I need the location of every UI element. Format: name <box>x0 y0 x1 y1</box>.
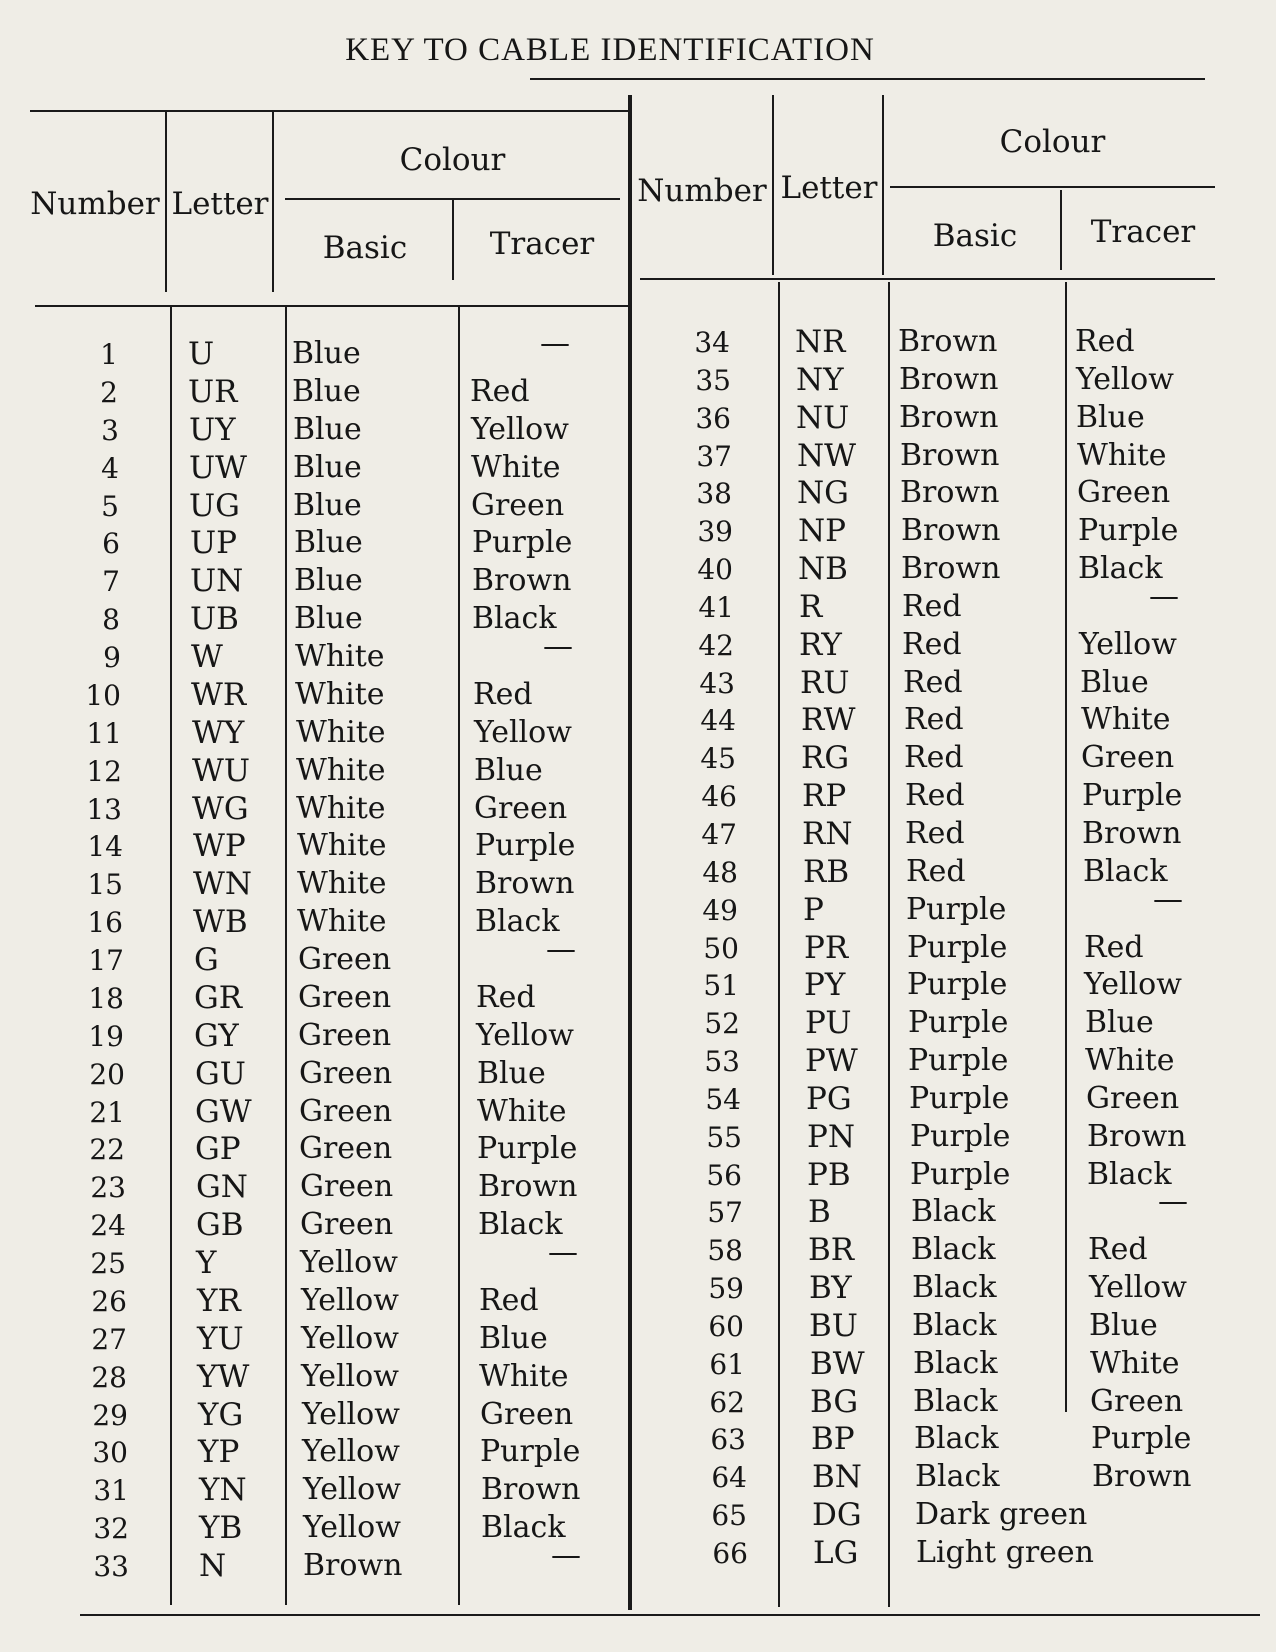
cable-letter: UR <box>188 374 238 410</box>
basic-colour: White <box>296 715 386 750</box>
cable-number: 16 <box>87 906 123 939</box>
rule-under-title <box>530 78 1205 80</box>
cable-letter: RW <box>801 702 856 738</box>
tracer-colour: Green <box>1086 1081 1180 1116</box>
cable-number: 4 <box>101 452 119 485</box>
cable-letter: NG <box>797 475 849 511</box>
cable-letter: YG <box>198 1397 244 1433</box>
basic-colour: Black <box>915 1459 1000 1494</box>
cable-letter: WY <box>192 715 245 751</box>
basic-colour: Black <box>913 1346 998 1381</box>
cable-number: 63 <box>710 1423 746 1456</box>
basic-colour: Yellow <box>301 1321 399 1356</box>
basic-colour: Yellow <box>302 1434 400 1469</box>
cable-letter: WU <box>192 753 250 789</box>
cable-letter: BP <box>811 1421 855 1457</box>
cable-letter: LG <box>813 1535 859 1571</box>
cable-number: 48 <box>702 856 738 889</box>
tracer-colour: Yellow <box>1089 1270 1187 1305</box>
cable-letter: BG <box>810 1384 859 1420</box>
divider-basic-tracer-right <box>1060 190 1062 270</box>
divider-letter-colour-right <box>882 95 884 275</box>
tracer-colour: Red <box>1084 930 1144 965</box>
cable-letter: YN <box>199 1472 247 1508</box>
tracer-colour: Brown <box>1082 816 1182 851</box>
tracer-colour: Yellow <box>471 412 569 447</box>
cable-number: 54 <box>705 1083 741 1116</box>
basic-colour: Yellow <box>300 1245 398 1280</box>
cable-number: 45 <box>700 742 736 775</box>
divider-number-letter-left <box>165 112 167 292</box>
tracer-colour: Red <box>1075 324 1135 359</box>
tracer-colour: Blue <box>1085 1005 1154 1040</box>
tracer-colour: Black <box>1083 854 1168 889</box>
cable-letter: PY <box>804 967 846 1003</box>
cable-letter: GN <box>196 1169 248 1205</box>
tracer-colour: — <box>540 326 570 361</box>
cable-number: 5 <box>101 490 119 523</box>
cable-number: 10 <box>85 679 121 712</box>
cable-letter: NU <box>796 400 850 436</box>
cable-letter: PB <box>807 1157 851 1193</box>
tracer-colour: Brown <box>478 1169 578 1204</box>
cable-number: 47 <box>701 818 737 851</box>
basic-colour: Red <box>905 778 965 813</box>
basic-colour: Green <box>300 1207 394 1242</box>
cable-letter: PW <box>805 1043 858 1079</box>
basic-colour: White <box>295 639 385 674</box>
tracer-colour: Blue <box>1089 1308 1158 1343</box>
cable-number: 44 <box>700 704 736 737</box>
basic-colour: Blue <box>293 488 362 523</box>
cable-number: 56 <box>706 1159 742 1192</box>
cable-number: 51 <box>703 969 739 1002</box>
cable-number: 39 <box>697 515 733 548</box>
basic-colour: Light green <box>916 1535 1095 1570</box>
cable-letter: PN <box>807 1119 855 1155</box>
cable-letter: UP <box>190 525 237 561</box>
tracer-colour: — <box>551 1538 581 1573</box>
cable-number: 21 <box>89 1096 125 1129</box>
cable-number: 12 <box>86 755 122 788</box>
basic-colour: Blue <box>294 563 363 598</box>
basic-colour: Purple <box>908 1005 1009 1040</box>
tracer-colour: Blue <box>474 753 543 788</box>
basic-colour: Black <box>912 1308 997 1343</box>
cable-letter: YU <box>197 1321 244 1357</box>
basic-colour: Black <box>913 1384 998 1419</box>
basic-colour: Black <box>914 1421 999 1456</box>
cable-letter: NP <box>798 513 846 549</box>
cable-number: 49 <box>702 894 738 927</box>
basic-colour: Purple <box>910 1157 1011 1192</box>
tracer-colour: Purple <box>480 1434 581 1469</box>
cable-number: 25 <box>90 1247 126 1280</box>
cable-number: 13 <box>86 793 122 826</box>
cable-number: 58 <box>707 1234 743 1267</box>
divider-number-letter-right-body <box>778 282 780 1607</box>
cable-number: 14 <box>87 830 123 863</box>
divider-number-letter-left-body <box>170 305 172 1605</box>
cable-letter: RN <box>802 816 853 852</box>
cable-number: 61 <box>709 1348 745 1381</box>
basic-colour: Brown <box>899 362 999 397</box>
cable-number: 66 <box>712 1537 748 1570</box>
basic-colour: Green <box>299 1056 393 1091</box>
tracer-colour: — <box>548 1235 578 1270</box>
cable-letter: PG <box>806 1081 852 1117</box>
tracer-colour: Brown <box>475 866 575 901</box>
cable-letter: DG <box>812 1497 862 1533</box>
header-letter-right: Letter <box>780 170 878 206</box>
cable-number: 41 <box>698 591 734 624</box>
tracer-colour: Black <box>472 601 557 636</box>
tracer-colour: Red <box>476 980 536 1015</box>
basic-colour: Blue <box>292 374 361 409</box>
cable-number: 7 <box>102 565 120 598</box>
cable-number: 29 <box>92 1399 128 1432</box>
cable-letter: UG <box>189 488 240 524</box>
cable-letter: UY <box>189 412 236 448</box>
divider-letter-colour-right-body <box>888 282 890 1607</box>
basic-colour: Brown <box>901 551 1001 586</box>
cable-letter: U <box>188 336 215 372</box>
cable-number: 57 <box>707 1196 743 1229</box>
basic-colour: Black <box>912 1270 997 1305</box>
basic-colour: White <box>295 677 385 712</box>
basic-colour: Blue <box>293 412 362 447</box>
cable-letter: UW <box>189 450 247 486</box>
cable-number: 9 <box>103 641 121 674</box>
tracer-colour: Green <box>1077 475 1171 510</box>
tracer-colour: Yellow <box>1084 967 1182 1002</box>
basic-colour: Red <box>904 740 964 775</box>
rule-header-bottom-left <box>35 305 630 307</box>
cable-letter: GY <box>194 1018 239 1054</box>
tracer-colour: Brown <box>1087 1119 1187 1154</box>
basic-colour: Purple <box>907 967 1008 1002</box>
tracer-colour: Purple <box>1082 778 1183 813</box>
cable-letter: BR <box>808 1232 855 1268</box>
cable-letter: NY <box>796 362 844 398</box>
cable-letter: YW <box>197 1359 250 1395</box>
cable-letter: GB <box>196 1207 244 1243</box>
tracer-colour: — <box>1153 882 1183 917</box>
cable-number: 11 <box>86 717 122 750</box>
cable-number: 53 <box>704 1045 740 1078</box>
basic-colour: White <box>297 866 387 901</box>
basic-colour: White <box>296 791 386 826</box>
cable-letter: YB <box>199 1510 243 1546</box>
cable-letter: NR <box>795 324 846 360</box>
cable-letter: NB <box>798 551 848 587</box>
cable-number: 46 <box>701 780 737 813</box>
page-title: KEY TO CABLE IDENTIFICATION <box>345 32 875 68</box>
tracer-colour: — <box>1158 1184 1188 1219</box>
basic-colour: Black <box>911 1194 996 1229</box>
cable-letter: W <box>191 639 223 675</box>
tracer-colour: Black <box>1078 551 1163 586</box>
basic-colour: White <box>296 753 386 788</box>
cable-number: 34 <box>694 326 730 359</box>
cable-letter: GW <box>195 1094 252 1130</box>
basic-colour: Green <box>300 1169 394 1204</box>
tracer-colour: Black <box>1087 1157 1172 1192</box>
cable-letter: RP <box>802 778 847 814</box>
tracer-colour: White <box>1081 702 1171 737</box>
basic-colour: Brown <box>901 513 1001 548</box>
tracer-colour: Blue <box>477 1056 546 1091</box>
basic-colour: Purple <box>907 930 1008 965</box>
tracer-colour: Yellow <box>1079 627 1177 662</box>
cable-number: 26 <box>91 1285 127 1318</box>
basic-colour: Blue <box>294 601 363 636</box>
cable-number: 62 <box>709 1386 745 1419</box>
cable-number: 64 <box>711 1461 747 1494</box>
cable-letter: WN <box>193 866 252 902</box>
tracer-colour: Blue <box>1076 400 1145 435</box>
cable-number: 36 <box>695 402 731 435</box>
rule-table-bottom <box>80 1614 1260 1616</box>
cable-number: 55 <box>706 1121 742 1154</box>
cable-letter: B <box>808 1194 831 1230</box>
cable-letter: GU <box>195 1056 246 1092</box>
cable-letter: WR <box>191 677 247 713</box>
divider-number-letter-right <box>772 95 774 275</box>
cable-letter: YP <box>198 1434 240 1470</box>
tracer-colour: Purple <box>1091 1421 1192 1456</box>
cable-letter: BU <box>809 1308 858 1344</box>
tracer-colour: White <box>1085 1043 1175 1078</box>
tracer-colour: Black <box>481 1510 566 1545</box>
tracer-colour: Black <box>478 1207 563 1242</box>
cable-number: 31 <box>93 1474 129 1507</box>
rule-table-top <box>30 110 630 112</box>
cable-number: 40 <box>697 553 733 586</box>
tracer-colour: — <box>1149 579 1179 614</box>
divider-basic-tracer-left <box>452 200 454 280</box>
basic-colour: Green <box>298 980 392 1015</box>
basic-colour: Blue <box>294 525 363 560</box>
cable-number: 60 <box>708 1310 744 1343</box>
divider-basic-tracer-right-body <box>1065 282 1067 1412</box>
header-colour-left: Colour <box>399 142 506 178</box>
basic-colour: Red <box>903 665 963 700</box>
tracer-colour: Purple <box>472 525 573 560</box>
tracer-colour: Black <box>475 904 560 939</box>
cable-letter: RG <box>801 740 850 776</box>
basic-colour: Green <box>299 1094 393 1129</box>
cable-letter: WB <box>193 904 248 940</box>
cable-number: 35 <box>695 364 731 397</box>
tracer-colour: White <box>479 1359 569 1394</box>
tracer-colour: Brown <box>481 1472 581 1507</box>
header-number-left: Number <box>30 186 160 222</box>
cable-number: 32 <box>93 1512 129 1545</box>
cable-letter: P <box>803 892 824 928</box>
header-colour-right: Colour <box>999 124 1106 160</box>
header-basic-right: Basic <box>932 218 1018 254</box>
basic-colour: Red <box>905 816 965 851</box>
cable-letter: RU <box>800 665 850 701</box>
tracer-colour: Green <box>471 488 565 523</box>
cable-number: 8 <box>102 603 120 636</box>
divider-center-double <box>628 95 632 1610</box>
divider-letter-colour-left-body <box>285 305 287 1605</box>
tracer-colour: Red <box>473 677 533 712</box>
cable-letter: R <box>799 589 823 625</box>
basic-colour: Yellow <box>301 1283 399 1318</box>
basic-colour: Purple <box>906 892 1007 927</box>
divider-letter-colour-left <box>272 112 274 292</box>
cable-letter: Y <box>196 1245 217 1281</box>
basic-colour: Purple <box>910 1119 1011 1154</box>
basic-colour: Purple <box>909 1081 1010 1116</box>
basic-colour: Yellow <box>303 1472 401 1507</box>
cable-letter: BW <box>810 1346 865 1382</box>
tracer-colour: Red <box>1088 1232 1148 1267</box>
tracer-colour: Yellow <box>476 1018 574 1053</box>
basic-colour: Red <box>902 589 962 624</box>
cable-number: 17 <box>88 944 124 977</box>
cable-letter: N <box>199 1548 227 1584</box>
basic-colour: Blue <box>292 336 361 371</box>
tracer-colour: Green <box>1081 740 1175 775</box>
tracer-colour: Blue <box>1080 665 1149 700</box>
basic-colour: Green <box>299 1131 393 1166</box>
tracer-colour: Green <box>474 791 568 826</box>
tracer-colour: Yellow <box>1076 362 1174 397</box>
tracer-colour: — <box>546 932 576 967</box>
tracer-colour: Purple <box>1078 513 1179 548</box>
cable-number: 30 <box>92 1436 128 1469</box>
cable-number: 43 <box>699 667 735 700</box>
basic-colour: Yellow <box>303 1510 401 1545</box>
header-tracer-left: Tracer <box>489 226 595 262</box>
basic-colour: Red <box>904 702 964 737</box>
cable-letter: YR <box>197 1283 241 1319</box>
cable-number: 27 <box>91 1323 127 1356</box>
cable-letter: WP <box>193 828 246 864</box>
tracer-colour: Green <box>1090 1384 1184 1419</box>
basic-colour: Purple <box>908 1043 1009 1078</box>
cable-letter: PR <box>804 930 849 966</box>
basic-colour: Brown <box>900 438 1000 473</box>
cable-letter: RB <box>803 854 850 890</box>
basic-colour: Blue <box>293 450 362 485</box>
basic-colour: Red <box>902 627 962 662</box>
cable-number: 20 <box>89 1058 125 1091</box>
basic-colour: Brown <box>899 400 999 435</box>
cable-number: 28 <box>91 1361 127 1394</box>
header-letter-left: Letter <box>171 186 269 222</box>
cable-number: 42 <box>698 629 734 662</box>
tracer-colour: White <box>1090 1346 1180 1381</box>
tracer-colour: Green <box>480 1397 574 1432</box>
header-basic-left: Basic <box>322 230 408 266</box>
cable-number: 52 <box>704 1007 740 1040</box>
cable-letter: PU <box>805 1005 852 1041</box>
basic-colour: Yellow <box>302 1397 400 1432</box>
tracer-colour: White <box>471 450 561 485</box>
cable-number: 6 <box>102 527 120 560</box>
tracer-colour: White <box>1077 438 1167 473</box>
cable-letter: WG <box>192 791 249 827</box>
basic-colour: Dark green <box>915 1497 1088 1532</box>
divider-basic-tracer-left-body <box>458 305 460 1605</box>
basic-colour: Red <box>906 854 966 889</box>
header-tracer-right: Tracer <box>1090 214 1196 250</box>
cable-letter: G <box>194 942 219 978</box>
basic-colour: Green <box>298 942 392 977</box>
basic-colour: Yellow <box>301 1359 399 1394</box>
cable-number: 1 <box>100 338 118 371</box>
cable-number: 3 <box>101 414 119 447</box>
cable-letter: GP <box>195 1131 241 1167</box>
basic-colour: White <box>297 828 387 863</box>
cable-number: 18 <box>88 982 124 1015</box>
cable-number: 24 <box>90 1209 126 1242</box>
cable-number: 59 <box>708 1272 744 1305</box>
basic-colour: Black <box>911 1232 996 1267</box>
tracer-colour: Yellow <box>474 715 572 750</box>
cable-number: 50 <box>703 932 739 965</box>
tracer-colour: White <box>477 1094 567 1129</box>
cable-number: 22 <box>89 1133 125 1166</box>
cable-number: 33 <box>93 1550 129 1583</box>
tracer-colour: Purple <box>477 1131 578 1166</box>
cable-number: 2 <box>100 376 118 409</box>
cable-number: 65 <box>711 1499 747 1532</box>
tracer-colour: Blue <box>479 1321 548 1356</box>
cable-letter: BN <box>812 1459 862 1495</box>
cable-letter: NW <box>797 438 856 474</box>
rule-colour-right <box>890 186 1215 188</box>
cable-number: 19 <box>88 1020 124 1053</box>
tracer-colour: Red <box>470 374 530 409</box>
header-number-right: Number <box>637 173 767 209</box>
cable-number: 38 <box>696 477 732 510</box>
cable-number: 23 <box>90 1171 126 1204</box>
cable-letter: GR <box>194 980 243 1016</box>
tracer-colour: — <box>543 629 573 664</box>
cable-letter: RY <box>799 627 842 663</box>
basic-colour: Brown <box>303 1548 403 1583</box>
rule-header-bottom-right <box>640 278 1215 280</box>
cable-letter: BY <box>809 1270 852 1306</box>
tracer-colour: Brown <box>472 563 572 598</box>
cable-number: 15 <box>87 868 123 901</box>
cable-letter: UN <box>190 563 244 599</box>
basic-colour: Green <box>298 1018 392 1053</box>
tracer-colour: Brown <box>1092 1459 1192 1494</box>
cable-letter: UB <box>190 601 239 637</box>
tracer-colour: Red <box>479 1283 539 1318</box>
cable-number: 37 <box>696 440 732 473</box>
tracer-colour: Purple <box>475 828 576 863</box>
basic-colour: Brown <box>898 324 998 359</box>
basic-colour: White <box>297 904 387 939</box>
basic-colour: Brown <box>900 475 1000 510</box>
